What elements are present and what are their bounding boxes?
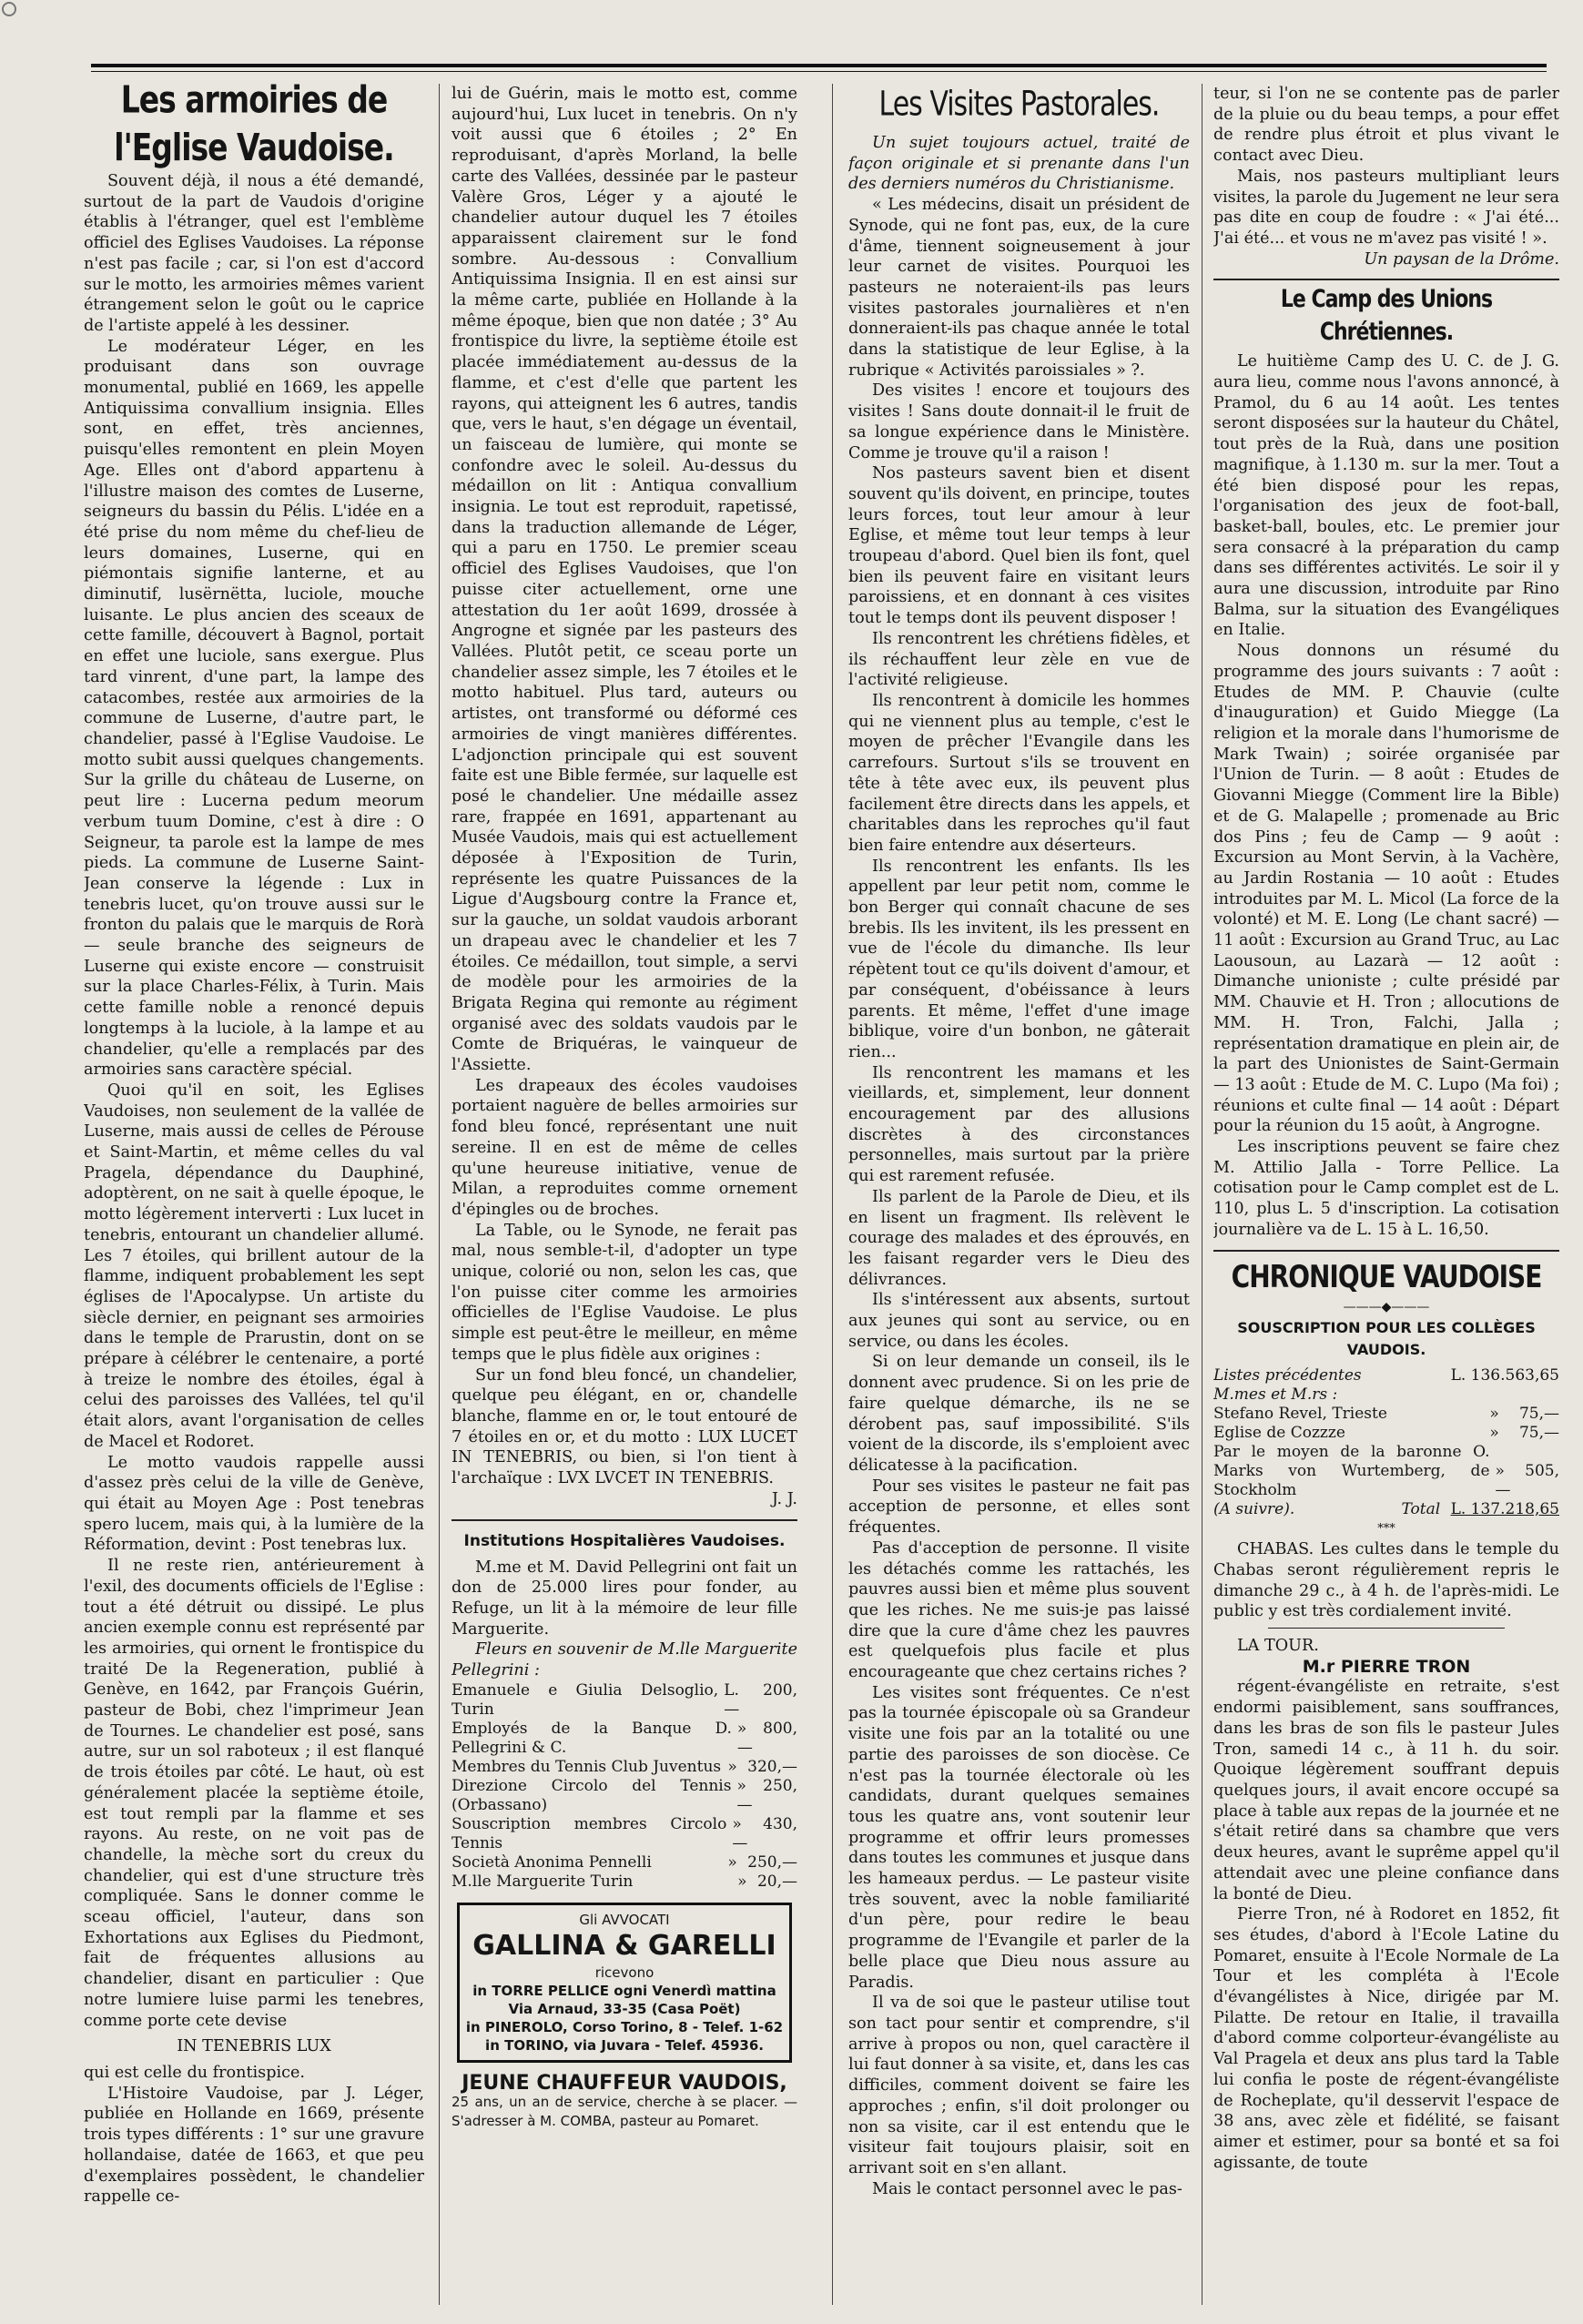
column-3 <box>848 84 1190 2305</box>
ad-line: in TORINO, via Juvara - Telef. 45936. <box>485 2036 764 2054</box>
ornament: ———◆——— <box>1343 1299 1430 1314</box>
section-rule <box>1268 1628 1505 1629</box>
paragraph: Les inscriptions peuvent se faire chez M. Attilio Jalla - Torre Pellice. La cotisation pour le Camp complet est de L. 110, plus L. 5 d'inscription. La cotisation journalière va de L. 15 à L. 16,50. <box>1213 1138 1559 1239</box>
paragraph: « Les médecins, disait un président de Synode, qui ne font pas, eux, de la cure d'âme, tiennent soigneusement à jour leur carnet de visites. Pourquoi les pasteurs ne noteraient-ils pas leurs visites pastorales journalières et n'en donneraient-ils pas chaque année le total dans la statistique de leur Eglise, à la rubrique « Activités paroissiales » ?. <box>848 196 1190 380</box>
list-item: M.lle Marguerite Turin » 20,— <box>452 1872 797 1891</box>
ad-chauffeur <box>452 2071 797 2131</box>
fleurs-title: Fleurs en souvenir de M.lle Marguerite Pellegrini : <box>452 1640 797 1680</box>
list-item: Souscription membres Circolo Tennis » 430,— <box>452 1814 797 1852</box>
section-rule <box>1213 279 1559 280</box>
signature: Un paysan de la Drôme. <box>1364 249 1559 269</box>
list-item: Società Anonima Pennelli » 250,— <box>452 1852 797 1872</box>
paragraph: Mais le contact personnel avec le pas- <box>872 2179 1182 2198</box>
ad-line: Gli AVVOCATI <box>579 1911 670 1928</box>
list-item: Membres du Tennis Club Juventus » 320,— <box>452 1757 797 1776</box>
paragraph: Ils rencontrent à domicile les hommes qui ne viennent plus au temple, c'est le moyen de prêcher l'Evangile dans les carrefours. Surtout s'ils se trouvent en tête à tête avec eux, ils peuvent plus facilement être directs dans les appels, et charitables dans les reproches qu'il faut bien faire entendre aux déserteurs. <box>848 691 1190 855</box>
ad-headline: JEUNE CHAUFFEUR VAUDOIS, <box>462 2071 787 2095</box>
list-item: Emanuele e Giulia Delsoglio, Turin L. 200,— <box>452 1680 797 1719</box>
subscription-list <box>1213 1366 1559 1519</box>
paragraph: Sur un fond bleu foncé, un chandelier, quelque peu élégant, en or, chandelle blanche, flamme en or, le tout entouré de 7 étoiles en or, et du motto : LUX LUCET IN TENEBRIS, ou bien, si l'on tient à l'archaïque : LVX LVCET IN TENEBRIS. <box>452 1365 797 1488</box>
paragraph: régent-évangéliste en retraite, s'est endormi paisiblement, sans souffrances, dans les bras de son fils le pasteur Jules Tron, samedi 14 c., à 11 h. du soir. Quoique légèrement souffrant depuis quelques jours, il avait encore occupé sa place à table aux repas de la journée et ne s'était retiré dans sa chambre que vers deux heures, avant le suprême appel qu'il attendait avec une pleine confiance dans la bonté de Dieu. <box>1213 1678 1559 1903</box>
paragraph: Ils rencontrent les chrétiens fidèles, et ils réchauffent leur zèle en vue de l'activité religieuse. <box>848 629 1190 690</box>
paragraph: Le huitième Camp des U. C. de J. G. aura lieu, comme nous l'avons annoncé, à Pramol, du 6 au 14 août. Les tentes seront disposées sur la hauteur du Châtel, tout près de la Ruà, dans une position magnifique, à 1.130 m. sur la mer. Tout a été bien disposé pour les repas, l'organisation des jeux de foot-ball, basket-ball, boules, etc. Le premier jour sera consacré à la préparation du camp dans ses différentes activités. Le soir il y aura une discussion, introduite par Rino Balma, sur la situation des Evangéliques en Italie. <box>1213 352 1559 640</box>
paragraph: Pour ses visites le pasteur ne fait pas acception de personne, et elles sont fréquentes. <box>848 1477 1190 1537</box>
section-title-chronique: CHRONIQUE VAUDOISE <box>1231 1258 1542 1294</box>
donation-list <box>452 1681 797 1892</box>
paragraph: Le modérateur Léger, en les produisant dans son ouvrage monumental, publié en 1669, les appelle Antiquissima convallium insignia. Elles sont, en effet, très anciennes, puisqu'elles remontent en plein Moyen Age. Elles ont d'abord appartenu à l'illustre maison des comtes de Luserne, seigneurs du bassin du Pélis. L'idée en a été prise du nom même du chef-lieu de leurs domaines, Luserne, qui en piémontais signifie lanterne, et au diminutif, lusërnëtta, luciole, mouche luisante. Le plus ancien des sceaux de cette famille, découvert à Bagnol, portait en effet une luciole, sans exergue. Plus tard vinrent, d'une part, la lampe des catacombes, restée aux armoiries de la commune de Luserne, d'autre part, le chandelier, passé à l'Eglise Vaudoise. Le motto subit aussi quelques changements. Sur la grille du château de Luserne, on peut lire : Lucerna pedum meorum verbum tuum Domine, c'est à dire : O Seigneur, ta parole est la lampe de mes pieds. La commune de Luserne Saint-Jean conserve la légende : Lux in tenebris lucet, qu'on trouve aussi sur le fronton du palais que le marquis de Rorà — seule branche des seigneurs de Luserne qui existe encore — construisit sur la place Charles-Félix, à Turin. Mais cette famille noble a renoncé depuis longtemps à la luciole, à la lampe et au chandelier, qu'elle a remplacés par des armoiries sans caractère spécial. <box>84 337 424 1080</box>
list-item: Employés de la Banque D. Pellegrini & C. » 800,— <box>452 1719 797 1757</box>
motto-line: IN TENEBRIS LUX <box>177 2037 331 2056</box>
paragraph: Le motto vaudois rappelle aussi d'assez près celui de la ville de Genève, qui était au Moyen Age : Post tenebras spero lucem, mais qui, à la lumière de la Réformation, devint : Post tenebras lux. <box>84 1453 424 1555</box>
ad-line: ricevono <box>594 1964 655 1981</box>
signature: J. J. <box>771 1489 797 1508</box>
list-total: (A suivre). Total L. 137.218,65 <box>1213 1499 1559 1518</box>
list-item: Eglise de Cozzze » 75,— <box>1213 1423 1559 1442</box>
paragraph: L'Histoire Vaudoise, par J. Léger, publiée en Hollande en 1669, présente trois types différents : 1° sur une gravure hollandaise, datée de 1663, et que peu d'exemplaires possèdent, le chandelier rappelle ce- <box>84 2084 424 2207</box>
paragraph: Pierre Tron, né à Rodoret en 1852, fit ses études, d'abord à l'Ecole Latine du Pomaret, ensuite à l'Ecole Normale de La Tour et les compléta à l'Ecole d'évangélistes à Nice, dirigée par M. Pilatte. De retour en Italie, il travailla d'abord comme colporteur-évangéliste au Val Pragela et deux ans plus tard la Table lui confia le poste de régent-évangéliste de Rocheplate, qu'il desservit l'espace de 38 ans, avec zèle et fidélité, se faisant aimer et estimer, pour sa bonté et sa foi agissante, de toute <box>1213 1905 1559 2172</box>
paragraph: qui est celle du frontispice. <box>84 2063 305 2082</box>
paragraph: lui de Guérin, mais le motto est, comme aujourd'hui, Lux lucet in tenebris. On n'y voit aussi que 6 étoiles ; 2° En reproduisant, d'après Morland, la belle carte des Vallées, dessinée par le pasteur Valère Gros, Léger y a ajouté le chandelier autour duquel les 7 étoiles apparaissent clairement sur le fond sombre. Au-dessous : Convallium Antiquissima Insignia. Il en est ainsi sur la même carte, publiée en Hollande à la même époque, bien que non datée ; 3° Au frontispice du livre, la septième étoile est placée immédiatement au-dessus de la flamme, et c'est d'elle que partent les rayons, qui atteignent les 6 autres, tandis que, vers le haut, s'en dégage un éventail, un faisceau de lumière, qui monte se confondre avec le soleil. Au-dessus du médaillon on lit : Antiqua convallium insignia. Le tout est reproduit, rapetissé, dans la traduction allemande de Léger, qui a paru en 1750. Le premier sceau officiel des Eglises Vaudoises, que l'on puisse citer actuellement, orne une attestation du 1er août 1699, drossée à Angrogne et signée par les pasteurs des Vallées. Plutôt petit, ce sceau porte un chandelier assez simple, les 7 étoiles et le motto habituel. Plus tard, auteurs ou artistes, ont transformé ou déformé ces armoiries de vingt manières différentes. L'adjonction principale qui est souvent faite est une Bible fermée, sur laquelle est posé le chandelier. Une médaille assez rare, frappée en 1691, appartenant au Musée Vaudois, mais qui est actuellement déposée à l'Exposition de Turin, représente les quatre Puissances de la Ligue d'Augsbourg contre la France et, sur la gauche, un soldat vaudois arborant un drapeau avec le chandelier et les 7 étoiles. Ce médaillon, tout simple, a servi de modèle pour les armoiries de la Brigata Regina qui remonte au régiment organisé avec des soldats vaudois par le Comte de Briquéras, le vainqueur de l'Assiette. <box>452 85 797 1075</box>
paragraph: Des visites ! encore et toujours des visites ! Sans doute donnait-il le fruit de sa longue expérience dans le Ministère. Comme je trouve qu'il a raison ! <box>848 381 1190 462</box>
section-rule <box>1213 1250 1559 1252</box>
article-intro: Un sujet toujours actuel, traité de façon originale et si prenante dans l'un des derniers numéros du Christianisme. <box>848 134 1190 194</box>
ad-headline: GALLINA & GARELLI <box>472 1929 776 1962</box>
paragraph: teur, si l'on ne se contente pas de parler de la pluie ou du beau temps, a pour effet de rendre plus étroit et plus vivant le contact avec Dieu. <box>1213 85 1559 166</box>
list-item: Listes précédentes L. 136.563,65 <box>1213 1365 1559 1385</box>
article-title-visites: Les Visites Pastorales. <box>878 84 1160 125</box>
column-4 <box>1213 84 1559 2305</box>
obituary-name: M.r PIERRE TRON <box>1302 1656 1471 1677</box>
paragraph: La Table, ou le Synode, ne ferait pas mal, nous semble-t-il, d'adopter un type unique, colorié ou non, selon les cas, que l'on puisse citer comme les armoiries officielles de l'Eglise Vaudoise. Le plus simple est peut-être le meilleur, en même temps que le plus fidèle aux origines : <box>452 1221 797 1364</box>
paragraph: Les drapeaux des écoles vaudoises portaient naguère de belles armoiries sur fond bleu foncé, représentant une nuit sereine. Il en est de même de celles qu'une heureuse initiative, venue de Milan, a reproduites comme ornement d'épingles ou de broches. <box>452 1076 797 1219</box>
column-divider <box>832 84 833 2305</box>
section-title-camp: Le Camp des Unions Chrétiennes. <box>1280 286 1493 347</box>
paragraph: Ils s'intéressent aux absents, surtout aux jeunes qui sont au service, ou en service, ou dans les écoles. <box>848 1291 1190 1351</box>
paragraph: Ils rencontrent les enfants. Ils les appellent par leur petit nom, comme le bon Berger qui connaît chacune de ses brebis. Ils les invitent, ils les pressent en vue de l'école du dimanche. Ils leur répètent tout ce qu'ils doivent d'amour, et par conséquent, d'obéissance à leurs parents. Et même, l'effet d'une image biblique, voire d'un bonbon, ne gâterait rien... <box>848 857 1190 1061</box>
list-item: Direzione Circolo del Tennis (Orbassano) » 250,— <box>452 1776 797 1814</box>
list-heading: M.mes et M.rs : <box>1213 1385 1338 1404</box>
top-rule <box>91 64 1547 67</box>
list-item: Par le moyen de la baronne O. Marks von Wurtemberg, de Stockholm » 505,— <box>1213 1442 1559 1499</box>
ad-line: in PINEROLO, Corso Torino, 8 - Telef. 1-62 <box>465 2018 784 2035</box>
paragraph: Pas d'acception de personne. Il visite les détachés comme les rattachés, les pauvres aussi bien et même plus souvent que les riches. Ne me suis-je pas laissé dire que la cure d'âme chez les pauvres est quelquefois plus facile et plus encourageante que chez certains riches ? <box>848 1538 1190 1682</box>
locality: LA TOUR. <box>1237 1637 1319 1656</box>
column-1 <box>84 84 424 2305</box>
paragraph: Il ne reste rien, antérieurement à l'exil, des documents officiels de l'Eglise : tout a été détruit ou dissipé. Le plus ancien exemple connu est représenté par les armoiries, qui ornent le frontispice du traité De la Regeneration, publié à Genève, en 1642, par François Guérin, pasteur de Bobi, chez l'imprimeur Jean de Tournes. Le chandelier est posé, sans autre, sur un sol raboteux ; il est flanqué de trois étoiles par côté. Le haut, où est généralement placée la septième étoile, est tout rempli par la flamme et ses rayons. Au reste, on ne voit pas de chandelle, la mèche sort du creux du chandelier, qui est d'une structure très compliquée. Sans le donner comme le sceau officiel, l'auteur, dans son Exhortations aux Eglises du Piedmont, fait de fréquentes allusions au chandelier, disant en particulier : Que notre lumiere luise parmi les tenebres, comme porte cete devise <box>84 1557 424 2030</box>
separator-stars: *** <box>1377 1521 1395 1536</box>
paragraph: M.me et M. David Pellegrini ont fait un don de 25.000 lires pour fonder, au Refuge, un lit à la mémoire de leur fille Marguerite. <box>452 1558 797 1639</box>
ad-line: Via Arnaud, 33-35 (Casa Poët) <box>508 2000 741 2017</box>
column-2 <box>452 84 797 2305</box>
paragraph: Souvent déjà, il nous a été demandé, surtout de la part de Vaudois d'origine établis à l'étranger, quel est l'emblème officiel des Eglises Vaudoises. La réponse n'est pas facile ; car, si l'on est d'accord sur le motto, les armoiries mêmes varient étrangement selon le goût ou le caprice de l'artiste appelé à les dessiner. <box>84 172 424 335</box>
paragraph: Ils rencontrent les mamans et les vieillards, et, simplement, leur donnent encouragement par des allusions discrètes à des circonstances personnelles, mais surtout par la prière qui est rarement refusée. <box>848 1063 1190 1186</box>
paragraph: Les visites sont fréquentes. Ce n'est pas la tournée épiscopale où sa Grandeur visite une fois par an la totalité ou une partie des paroisses de son diocèse. Ce n'est pas la tournée électorale où les candidats, durant quelques semaines tous les quatre ans, vont soutenir leur programme et offrir leurs promesses dans toutes les communes et jusque dans les hameaux perdus. — Le pasteur visite très souvent, avec la noble familiarité d'un père, pour redire le beau programme de l'Evangile et parler de la belle place que Dieu nous assure au Paradis. <box>848 1683 1190 1992</box>
paragraph: Quoi qu'il en soit, les Eglises Vaudoises, non seulement de la vallée de Luserne, mais aussi de celles de Pérouse et Saint-Martin, et même celles du val Pragela, dépendance du Dauphiné, adoptèrent, on ne sait à quelle époque, le motto légèrement interverti : Lux lucet in tenebris, entourant un chandelier allumé. Les 7 étoiles, qui brillent autour de la flamme, indiquent probablement les sept églises de l'Apocalypse. Un artiste du siècle dernier, en peignant ses armoiries dans le temple de Prarustin, dont on se prépare à célébrer le centenaire, a porté à treize le nombre des étoiles, égal à celui des paroisses des Vallées, tel qu'il était alors, avant l'organisation de celles de Macel et Rodoret. <box>84 1081 424 1451</box>
article-title-armoiries: Les armoiries de l'Eglise Vaudoise. <box>114 84 394 169</box>
paragraph: Mais, nos pasteurs multipliant leurs visites, la parole du Jugement ne leur sera pas dite en coup de foudre : « J'ai été... J'ai été... et vous ne m'avez pas visité ! ». <box>1213 167 1559 248</box>
ad-avvocati <box>457 1903 792 2063</box>
top-rule-thin <box>91 71 1547 72</box>
ad-line: in TORRE PELLICE ogni Venerdì mattina <box>472 1982 776 1999</box>
paragraph: Si on leur demande un conseil, ils le donnent avec prudence. Si on les prie de faire quelque démarche, ils ne se dérobent pas, sauf impossibilité. S'ils voient de la discorde, ils s'emploient avec délicatesse à la pacification. <box>848 1353 1190 1475</box>
subsection-title-souscription: SOUSCRIPTION POUR LES COLLÈGES VAUDOIS. <box>1237 1318 1536 1358</box>
paragraph: CHABAS. Les cultes dans le temple du Chabas seront régulièrement repris le dimanche 29 c., à 4 h. de l'après-midi. Le public y est très cordialement invité. <box>1213 1540 1559 1621</box>
section-rule <box>452 1519 797 1521</box>
paragraph: Ils parlent de la Parole de Dieu, et ils en lisent un fragment. Ils relèvent le courage des malades et des éprouvés, en les faisant regarder vers le Dieu des délivrances. <box>848 1187 1190 1289</box>
paragraph: Il va de soi que le pasteur utilise tout son tact pour sentir et comprendre, s'il arrive à propos ou non, quel caractère il lui faut donner à sa visite, et, dans les cas difficiles, comment doivent se faire les approches ; enfin, s'il doit prolonger ou non sa visite, car il est entendu que le visiteur fait toujours plaisir, soit en arrivant soit en s'en allant. <box>848 1994 1190 2177</box>
ad-text: 25 ans, un an de service, cherche à se placer. — S'adresser à M. COMBA, pasteur au Pomaret. <box>452 2093 797 2129</box>
column-divider <box>439 84 440 2305</box>
section-title-institutions: Institutions Hospitalières Vaudoises. <box>463 1531 786 1550</box>
list-item: Stefano Revel, Trieste » 75,— <box>1213 1404 1559 1423</box>
paragraph: Nos pasteurs savent bien et disent souvent qu'ils doivent, en principe, toutes leurs forces, tout leur amour à leur Eglise, et même tout leur temps à leur troupeau d'abord. Quel bien ils font, quel bien ils peuvent faire en visitant leurs paroissiens, et en donnant à ces visites tout le temps dont ils peuvent disposer ! <box>848 464 1190 628</box>
binding-hole-icon <box>2 2 16 16</box>
paragraph: Nous donnons un résumé du programme des jours suivants : 7 août : Etudes de MM. P. Chauvie (culte d'inauguration) et Guido Miegge (La religion et la morale dans l'humorisme de Mark Twain) ; soirée organisée par l'Union de Turin. — 8 août : Etudes de Giovanni Miegge (Comment lire la Bible) et de G. Malapelle ; promenade au Bric dos Pins ; feu de Camp — 9 août : Excursion au Mont Servin, à la Vachère, au Jardin Rostania — 10 août : Etudes introduites par M. L. Micol (La force de la volonté) et M. E. Long (Le chant sacré) — 11 août : Excursion au Grand Truc, au Lac Laousoun, au Lazarà — 12 août : Dimanche unioniste ; culte présidé par MM. Chauvie et H. Tron ; allocutions de MM. H. Tron, Falchi, Jalla ; représentation dramatique en plein air, de la part des Unionistes de Saint-Germain — 13 août : Etude de M. C. Lupo (Ma foi) ; réunions et culte final — 14 août : Départ pour la réunion du 15 août, à Angrogne. <box>1213 642 1559 1136</box>
